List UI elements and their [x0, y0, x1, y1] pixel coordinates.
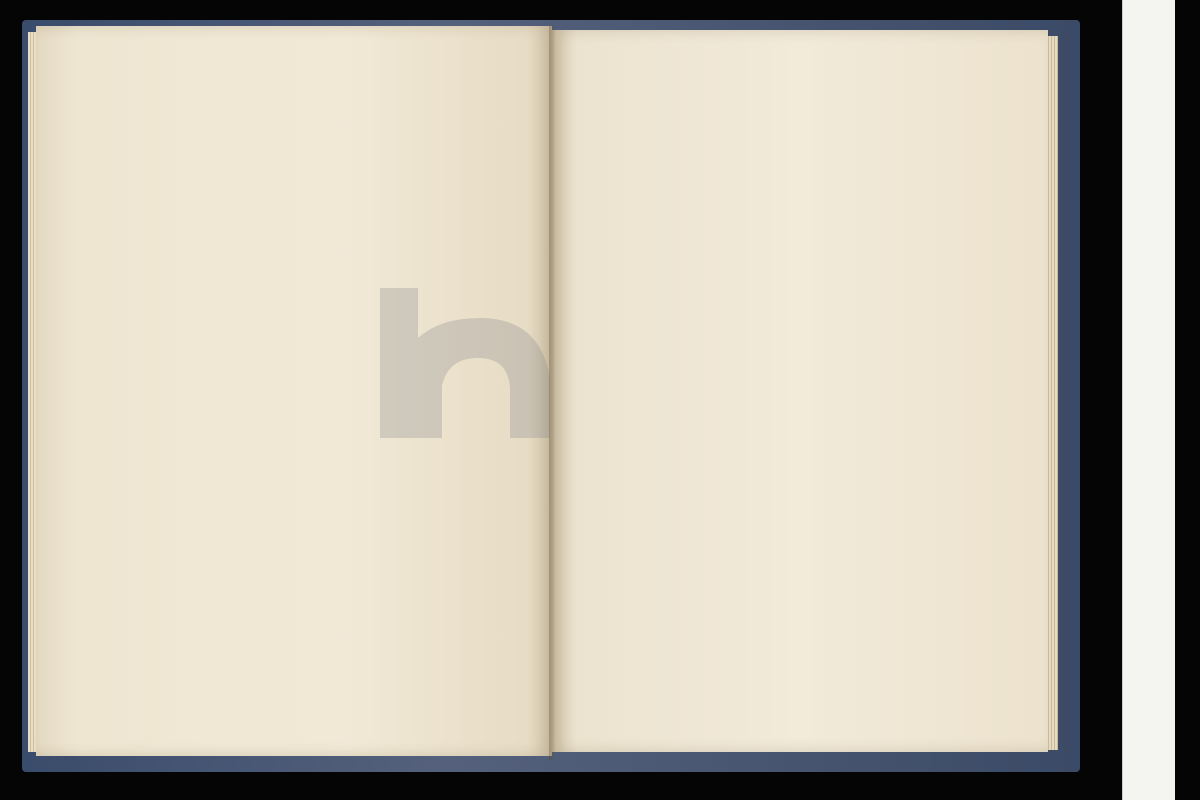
right-page [552, 30, 1048, 752]
measurement-ruler [1122, 0, 1175, 800]
museum-watermark [360, 278, 580, 448]
watermark-logo-icon [360, 278, 580, 448]
